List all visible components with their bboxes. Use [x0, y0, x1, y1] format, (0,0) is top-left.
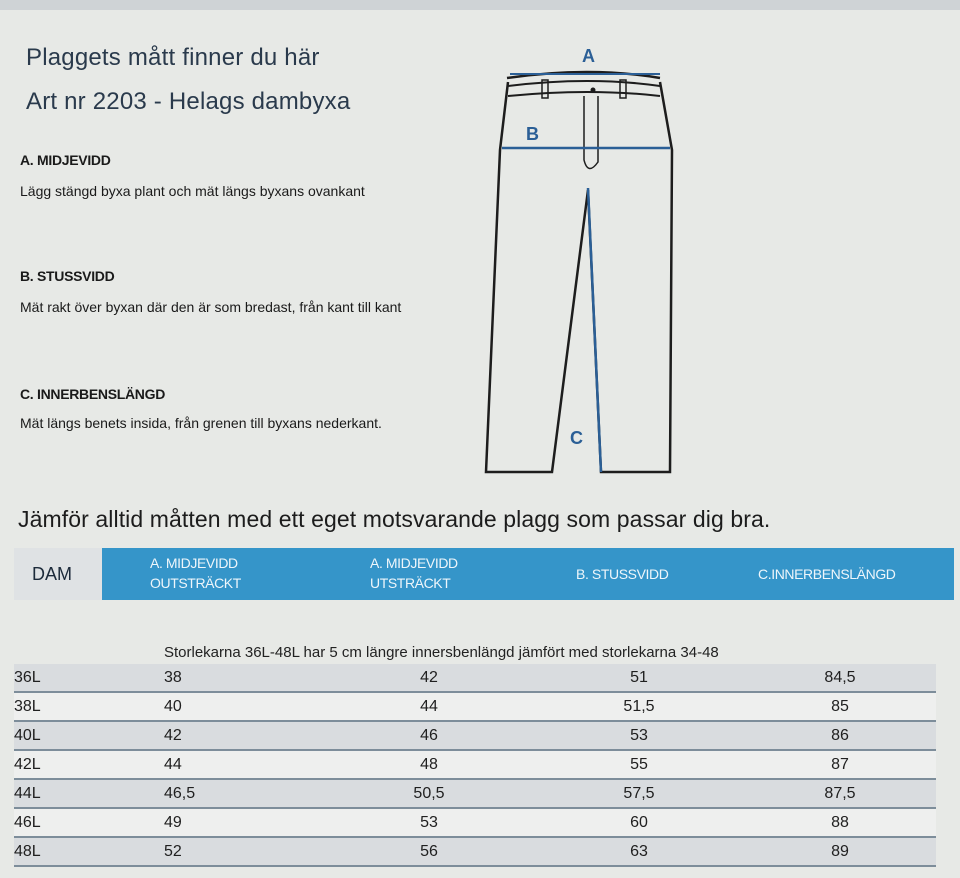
- measure-cell: 52: [164, 837, 324, 866]
- measure-cell: 53: [324, 808, 534, 837]
- pants-diagram: [480, 40, 690, 480]
- diagram-label-c: C: [570, 428, 583, 448]
- measure-cell: 44: [324, 692, 534, 721]
- size-cell: 46L: [14, 808, 164, 837]
- size-cell: 48L: [14, 837, 164, 866]
- header-col-1: [150, 553, 241, 593]
- section-c-title: C. INNERBENSLÄNGD: [20, 386, 166, 402]
- compare-instruction: Jämför alltid måtten med ett eget motsvarande plagg som passar dig bra.: [18, 506, 771, 532]
- section-b-text: Mät rakt över byxan där den är som bredast, från kant till kant: [20, 299, 402, 315]
- measure-cell: 53: [534, 721, 744, 750]
- measure-cell: 55: [534, 750, 744, 779]
- measure-cell: 46: [324, 721, 534, 750]
- section-b-title: B. STUSSVIDD: [20, 268, 115, 284]
- header-blue-band: [102, 548, 954, 600]
- size-cell: 38L: [14, 692, 164, 721]
- size-cell: 36L: [14, 664, 164, 692]
- measure-cell: 38: [164, 664, 324, 692]
- table-row: [14, 808, 936, 837]
- table-row: [14, 750, 936, 779]
- measure-cell: 51: [534, 664, 744, 692]
- header-col-3: B. STUSSVIDD: [576, 566, 669, 582]
- measure-cell: 40: [164, 692, 324, 721]
- size-note: Storlekarna 36L-48L har 5 cm längre innersbenlängd jämfört med storlekarna 34-48: [164, 644, 719, 661]
- measure-cell: 48: [324, 750, 534, 779]
- table-row: [14, 692, 936, 721]
- section-a-text: Lägg stängd byxa plant och mät längs byxans ovankant: [20, 183, 365, 199]
- table-row: [14, 779, 936, 808]
- measure-cell: 49: [164, 808, 324, 837]
- header-col-1-line2: OUTSTRÄCKT: [150, 575, 241, 591]
- measure-cell: 84,5: [744, 664, 936, 692]
- measure-cell: 44: [164, 750, 324, 779]
- measure-cell: 89: [744, 837, 936, 866]
- measure-cell: 46,5: [164, 779, 324, 808]
- page-top-edge: [0, 0, 960, 10]
- section-c-text: Mät längs benets insida, från grenen till byxans nederkant.: [20, 415, 382, 431]
- header-col-1-line1: A. MIDJEVIDD: [150, 555, 238, 571]
- table-header-bar: [14, 548, 954, 604]
- measure-cell: 63: [534, 837, 744, 866]
- page-title: Plaggets mått finner du här: [26, 44, 320, 71]
- diagram-label-b: B: [526, 124, 539, 144]
- measure-cell: 60: [534, 808, 744, 837]
- size-cell: 42L: [14, 750, 164, 779]
- size-cell: 40L: [14, 721, 164, 750]
- table-row: [14, 721, 936, 750]
- measure-cell: 85: [744, 692, 936, 721]
- header-col-2-line1: A. MIDJEVIDD: [370, 555, 458, 571]
- measure-cell: 42: [164, 721, 324, 750]
- header-dam: DAM: [14, 548, 102, 600]
- header-col-2: [370, 553, 458, 593]
- size-table: [14, 664, 936, 867]
- measure-cell: 87: [744, 750, 936, 779]
- size-cell: 44L: [14, 779, 164, 808]
- measure-cell: 57,5: [534, 779, 744, 808]
- measure-cell: 87,5: [744, 779, 936, 808]
- measure-cell: 56: [324, 837, 534, 866]
- table-row: [14, 837, 936, 866]
- measure-cell: 50,5: [324, 779, 534, 808]
- table-row: [14, 664, 936, 692]
- section-a-title: A. MIDJEVIDD: [20, 152, 111, 168]
- article-subtitle: Art nr 2203 - Helags dambyxa: [26, 88, 351, 115]
- measure-cell: 88: [744, 808, 936, 837]
- measure-cell: 86: [744, 721, 936, 750]
- header-col-4: C.INNERBENSLÄNGD: [758, 566, 896, 582]
- header-col-2-line2: UTSTRÄCKT: [370, 575, 451, 591]
- diagram-label-a: A: [582, 46, 595, 66]
- measure-cell: 42: [324, 664, 534, 692]
- measure-cell: 51,5: [534, 692, 744, 721]
